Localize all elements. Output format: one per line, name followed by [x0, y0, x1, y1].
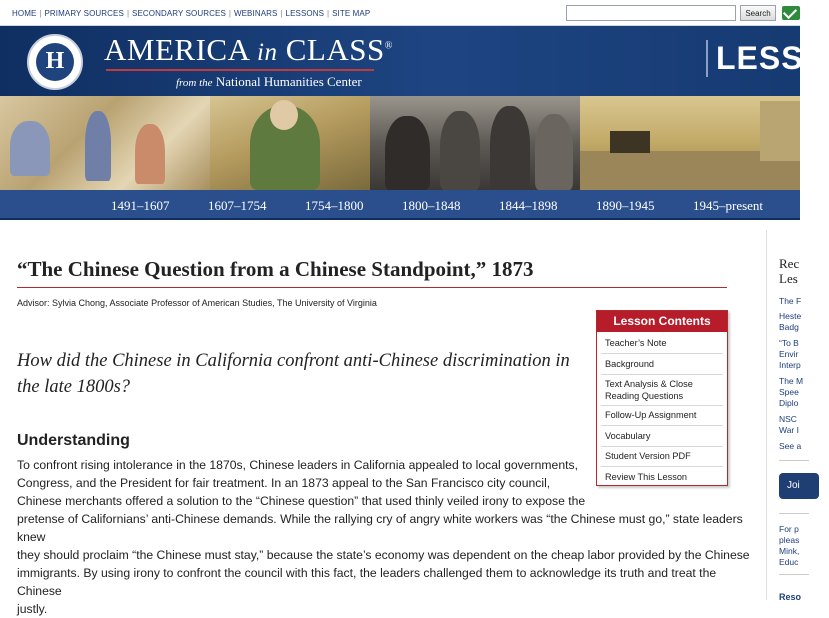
brand-underline	[106, 69, 374, 71]
sidebar-lesson-link[interactable]: Diplo	[779, 398, 799, 408]
right-sidebar	[766, 230, 804, 602]
paragraph-line: Chinese merchants offered a solution to the “Chinese question” that used thinly veiled irony to expose the	[17, 494, 586, 508]
page-title: “The Chinese Question from a Chinese Standpoint,” 1873	[17, 257, 534, 281]
era-link-1754-1800[interactable]: 1754–1800	[305, 198, 364, 213]
sidebar-resources-heading[interactable]: Reso	[779, 592, 802, 602]
advisor-credit: Advisor: Sylvia Chong, Associate Professor of American Studies, The University of Virginia	[17, 298, 377, 308]
contents-review-link[interactable]: Review This Lesson	[605, 472, 688, 482]
sidebar-lesson-link[interactable]: The M	[779, 376, 804, 386]
contents-text-analysis-link[interactable]: Text Analysis & Close Reading Questions	[605, 379, 693, 401]
paragraph-line: pretense of Californians’ anti-Chinese demands. While the rallying cry of angry white workers was “the Chinese must go,” state leaders knew	[17, 512, 743, 544]
title-divider	[17, 287, 727, 288]
sidebar-lesson-link[interactable]: The F	[779, 296, 802, 306]
paragraph-line: To confront rising intolerance in the 1870s, Chinese leaders in California appealed to local governments,	[17, 458, 578, 472]
sidebar-heading: Rec	[779, 256, 800, 271]
search-input[interactable]	[566, 5, 736, 21]
sidebar-heading: Les	[779, 271, 798, 286]
historical-image-collage	[0, 96, 800, 190]
section-label: LESSO	[706, 40, 829, 77]
site-header	[0, 26, 829, 96]
sidebar-lesson-link[interactable]: NSC	[779, 414, 797, 424]
lesson-contents-box	[596, 310, 728, 486]
sidebar-lesson-link[interactable]: “To B	[779, 338, 799, 348]
nhc-seal-logo[interactable]: H	[27, 34, 83, 90]
era-link-1491-1607[interactable]: 1491–1607	[111, 198, 170, 213]
understanding-heading: Understanding	[17, 432, 130, 449]
sidebar-lesson-link[interactable]: Envir	[779, 349, 799, 359]
contents-vocabulary-link[interactable]: Vocabulary	[605, 431, 651, 441]
nav-primary-sources-link[interactable]: PRIMARY SOURCES	[44, 9, 124, 18]
era-link-1890-1945[interactable]: 1890–1945	[596, 198, 655, 213]
era-link-1607-1754[interactable]: 1607–1754	[208, 198, 267, 213]
group-photograph-image	[370, 96, 580, 190]
sidebar-promo-text: pleas	[779, 535, 800, 545]
contents-teachers-note-link[interactable]: Teacher’s Note	[605, 338, 667, 348]
sidebar-promo-text: Educ	[779, 557, 799, 567]
nav-webinars-link[interactable]: WEBINARS	[233, 9, 278, 18]
nav-site-map-link[interactable]: SITE MAP	[332, 9, 371, 18]
site-brand[interactable]: AMERICA in CLASS®	[104, 32, 393, 67]
era-link-1800-1848[interactable]: 1800–1848	[402, 198, 461, 213]
guiding-question: How did the Chinese in California confront anti-Chinese discrimination in the late 1800s?	[17, 351, 570, 397]
era-navigation-bar	[0, 190, 800, 220]
paragraph-line: they should proclaim “the Chinese must stay,” because the state’s economy was dependent on the cheap labor provided by the Chinese	[17, 548, 750, 562]
search-button[interactable]: Search	[740, 5, 776, 21]
sidebar-lesson-link[interactable]: Interp	[779, 360, 801, 370]
sidebar-lesson-link[interactable]: Badg	[779, 322, 799, 332]
paragraph-line: justly.	[17, 602, 48, 616]
contents-follow-up-link[interactable]: Follow-Up Assignment	[605, 410, 697, 420]
sidebar-join-button[interactable]: Joi	[779, 473, 819, 499]
contents-student-pdf-link[interactable]: Student Version PDF	[605, 451, 691, 461]
top-nav: HOME | PRIMARY SOURCES | SECONDARY SOURCES | WEBINARS | LESSONS | SITE MAP	[12, 9, 371, 18]
email-signup-icon[interactable]	[782, 6, 800, 20]
lesson-contents-heading: Lesson Contents	[597, 311, 727, 332]
sidebar-lesson-link[interactable]: Spee	[779, 387, 799, 397]
sidebar-lesson-link[interactable]: Heste	[779, 311, 802, 321]
paragraph-line: Congress, and the President for fair treatment. In an 1873 appeal to the San Francisco city council,	[17, 476, 551, 490]
paragraph-line: immigrants. By using irony to confront the council with this fact, the leaders challenged them to acknowledge its truth and treat the Chinese	[17, 566, 717, 598]
street-scene-image	[580, 96, 800, 190]
sidebar-promo-text: For p	[779, 524, 799, 534]
era-link-1844-1898[interactable]: 1844–1898	[499, 198, 558, 213]
era-link-1945-present[interactable]: 1945–present	[693, 198, 764, 213]
nav-secondary-sources-link[interactable]: SECONDARY SOURCES	[132, 9, 226, 18]
colonial-portrait-image	[210, 96, 370, 190]
sidebar-lesson-link[interactable]: War I	[779, 425, 799, 435]
top-utility-bar	[0, 0, 800, 26]
contents-background-link[interactable]: Background	[605, 359, 655, 369]
brand-subtitle: from the National Humanities Center	[176, 74, 362, 89]
nav-lessons-link[interactable]: LESSONS	[285, 9, 325, 18]
nav-home-link[interactable]: HOME	[12, 9, 37, 18]
colonial-engraving-image	[0, 96, 210, 190]
sidebar-see-all-link[interactable]: See a	[779, 441, 802, 451]
sidebar-promo-text: Mink,	[779, 546, 800, 556]
